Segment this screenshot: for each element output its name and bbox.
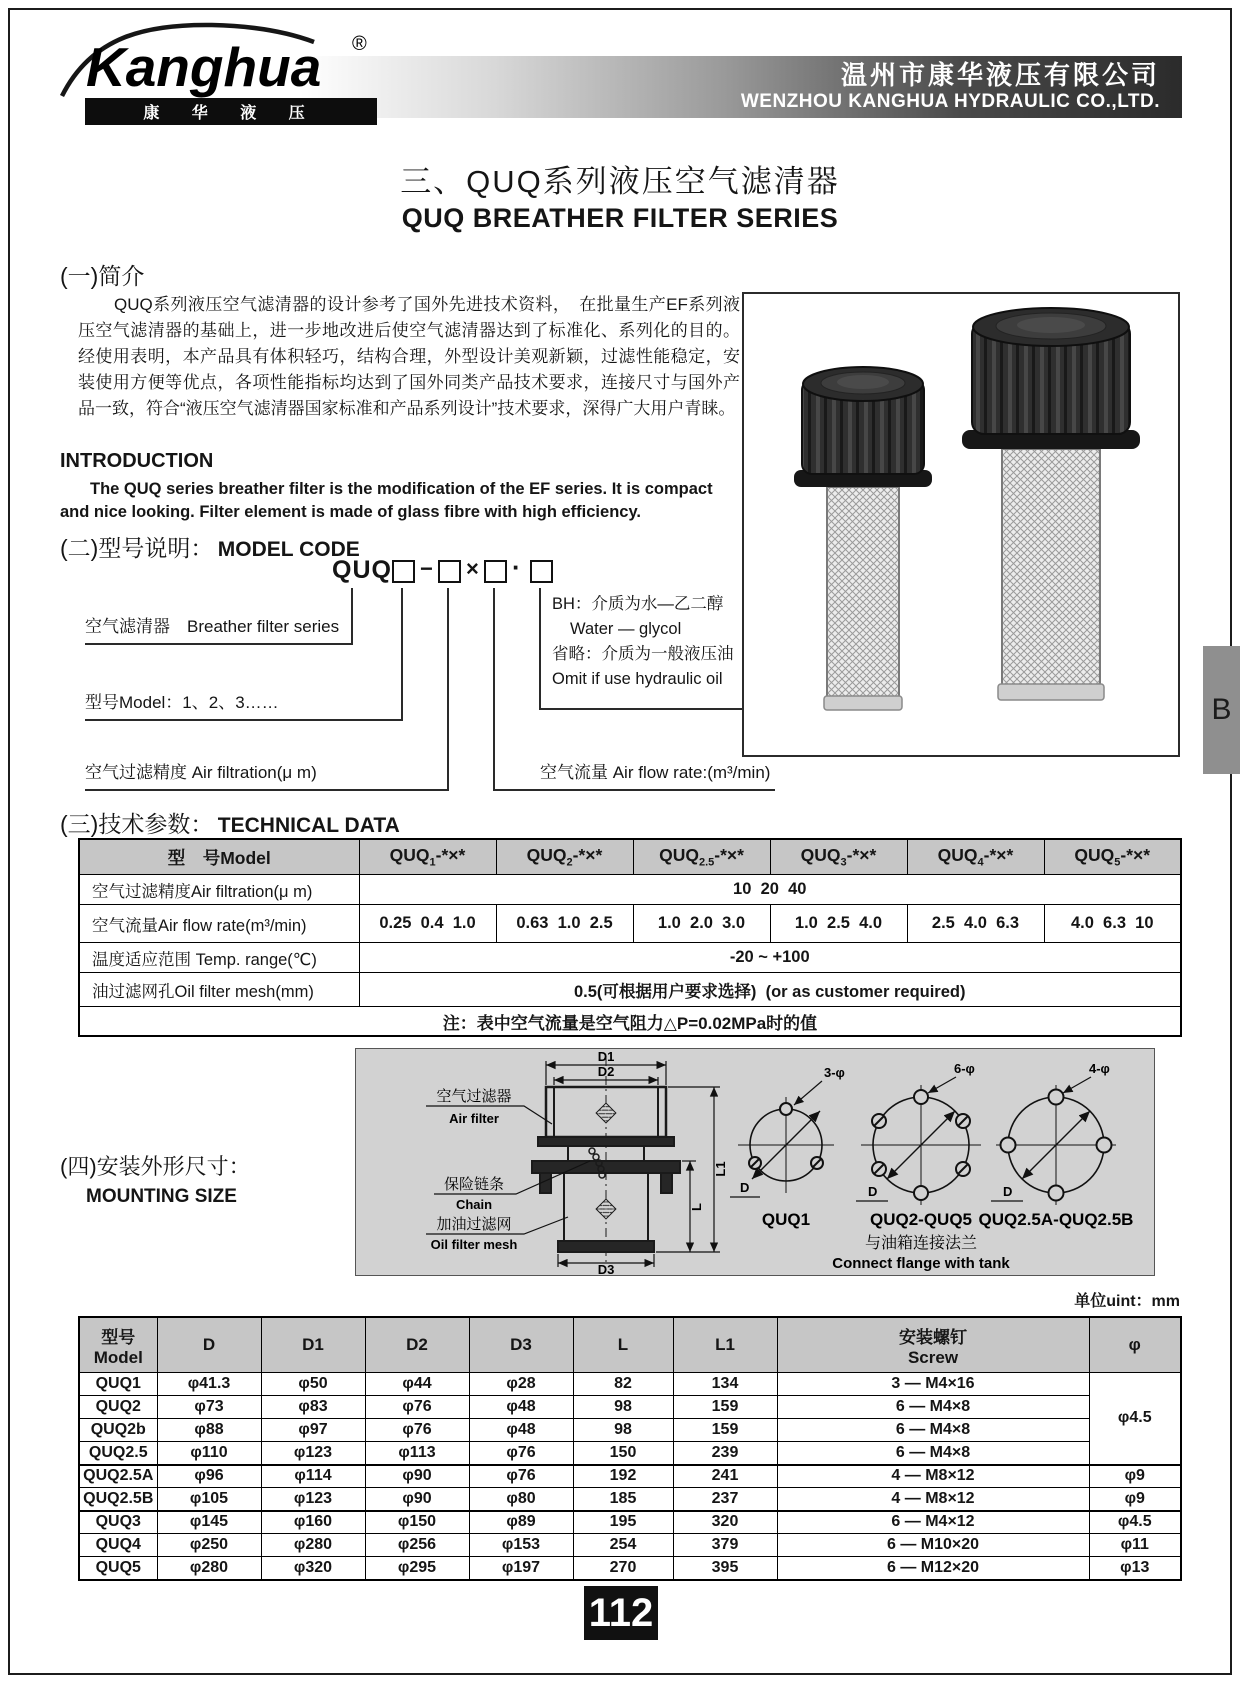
cell-d: φ250 bbox=[157, 1534, 261, 1557]
cell-phi: φ9 bbox=[1089, 1488, 1181, 1511]
flange2-subcaption-cn: 与油箱连接法兰 bbox=[864, 1235, 978, 1252]
connector-line bbox=[401, 588, 403, 721]
cell-d3: φ80 bbox=[469, 1488, 573, 1511]
tech-row-filtration bbox=[79, 875, 1181, 905]
dim-d1: D1 bbox=[597, 1049, 615, 1064]
tech-row-value: -20 ~ +100 bbox=[359, 943, 1181, 973]
tech-col-quq2-5: $QUQ_{2.5}-*\times*$ bbox=[633, 839, 770, 875]
cell-d3: φ76 bbox=[469, 1442, 573, 1465]
tech-header-model: 型 号Model bbox=[79, 839, 359, 875]
label-oil-mesh-en: Oil filter mesh bbox=[430, 1237, 518, 1252]
tech-row-value: 0.5(可根据用户要求选择) (or as customer required) bbox=[359, 973, 1181, 1007]
small-breather-filter bbox=[794, 367, 932, 710]
flange2-holes-label: 6-φ bbox=[954, 1061, 975, 1076]
cell-d2: φ113 bbox=[365, 1442, 469, 1465]
cell-d2: φ90 bbox=[365, 1465, 469, 1488]
intro-heading-en: INTRODUCTION bbox=[60, 450, 214, 472]
dims-header-row bbox=[79, 1317, 1181, 1373]
unit-note: 单位uint：mm bbox=[1074, 1293, 1180, 1310]
connector-line bbox=[493, 789, 775, 791]
cell-l1: 241 bbox=[673, 1465, 777, 1488]
intro-paragraph-en: The QUQ series breather filter is the modification of the EF series. It is compact and nice looking. Filter element is made of glass fibre with high efficiency. bbox=[60, 480, 713, 521]
cell-d3: φ153 bbox=[469, 1534, 573, 1557]
cell-d2: φ256 bbox=[365, 1534, 469, 1557]
page-title-cn: 三、QUQ系列液压空气滤清器 bbox=[400, 164, 840, 199]
cell-d2: φ295 bbox=[365, 1557, 469, 1580]
cell-l: 254 bbox=[573, 1534, 673, 1557]
tech-row-label: 温度适应范围 Temp. range(℃) bbox=[79, 943, 359, 973]
mounting-heading-en: MOUNTING SIZE bbox=[86, 1186, 237, 1207]
tech-flow-quq3: 1.0 2.5 4.0 bbox=[770, 905, 907, 943]
cell-phi-group: φ4.5 bbox=[1089, 1373, 1181, 1465]
dims-row-quq3 bbox=[79, 1511, 1181, 1534]
model-code-times: × bbox=[466, 556, 479, 581]
cell-d: φ280 bbox=[157, 1557, 261, 1580]
label-chain-cn: 保险链条 bbox=[443, 1176, 505, 1193]
tech-row-flow bbox=[79, 905, 1181, 943]
cell-screw: 6 — M10×20 bbox=[777, 1534, 1089, 1557]
tech-col-quq1: $QUQ_1-*\times*$ bbox=[359, 839, 496, 875]
cell-d3: φ48 bbox=[469, 1396, 573, 1419]
cell-l1: 134 bbox=[673, 1373, 777, 1396]
cell-model: QUQ2.5 bbox=[79, 1442, 157, 1465]
model-code-prefix: QUQ bbox=[332, 556, 392, 584]
cell-l: 98 bbox=[573, 1396, 673, 1419]
technical-data-table bbox=[78, 838, 1182, 1037]
cell-d: φ73 bbox=[157, 1396, 261, 1419]
cell-l: 82 bbox=[573, 1373, 673, 1396]
dims-row-quq2b bbox=[79, 1419, 1181, 1442]
company-name-cn: 温州市康华液压有限公司 bbox=[840, 60, 1160, 90]
cell-l: 195 bbox=[573, 1511, 673, 1534]
cell-d1: φ123 bbox=[261, 1442, 365, 1465]
intro-heading-cn: (一)简介 bbox=[60, 263, 145, 289]
label-air-filtration: 空气过滤精度 Air filtration(μ m) bbox=[85, 763, 317, 782]
large-breather-filter bbox=[962, 308, 1140, 700]
flange-diagram-quq2-quq5 bbox=[832, 1061, 1013, 1272]
registered-mark-icon: ® bbox=[352, 33, 367, 55]
label-breather-series: 空气滤清器 Breather filter series bbox=[85, 617, 340, 636]
flange2-d-label: D bbox=[868, 1184, 878, 1199]
cell-d1: φ83 bbox=[261, 1396, 365, 1419]
dims-row-quq2 bbox=[79, 1396, 1181, 1419]
label-air-flow: 空气流量 Air flow rate:(m³/min) bbox=[540, 763, 771, 782]
cell-screw: 4 — M8×12 bbox=[777, 1465, 1089, 1488]
model-code-box-4 bbox=[530, 560, 553, 583]
dims-header-phi: φ bbox=[1089, 1317, 1181, 1373]
breather-filters-photo bbox=[744, 294, 1178, 755]
flange-diagram-quq2-5a-b bbox=[979, 1061, 1134, 1229]
cell-d: φ96 bbox=[157, 1465, 261, 1488]
dims-row-quq2-5b bbox=[79, 1488, 1181, 1511]
page-number: 112 bbox=[584, 1586, 658, 1640]
cell-d3: φ76 bbox=[469, 1465, 573, 1488]
bh-line-3: 省略：介质为一般液压油 bbox=[552, 645, 734, 663]
dims-header-screw: 安装螺钉 Screw bbox=[777, 1317, 1089, 1373]
cell-model: QUQ2 bbox=[79, 1396, 157, 1419]
connector-line bbox=[85, 719, 403, 721]
connector-line bbox=[447, 588, 449, 791]
flange2-caption: QUQ2-QUQ5 bbox=[869, 1210, 973, 1229]
cell-screw: 6 — M12×20 bbox=[777, 1557, 1089, 1580]
connector-line bbox=[539, 708, 742, 710]
dims-row-quq4 bbox=[79, 1534, 1181, 1557]
bh-medium-note bbox=[552, 592, 782, 692]
connector-line bbox=[85, 789, 449, 791]
cell-model: QUQ2.5B bbox=[79, 1488, 157, 1511]
cell-d: φ110 bbox=[157, 1442, 261, 1465]
dims-row-quq5 bbox=[79, 1557, 1181, 1580]
model-code-box-2 bbox=[438, 560, 461, 583]
cell-d1: φ123 bbox=[261, 1488, 365, 1511]
dim-d3: D3 bbox=[597, 1262, 615, 1274]
cell-d3: φ28 bbox=[469, 1373, 573, 1396]
company-name-en: WENZHOU KANGHUA HYDRAULIC CO.,LTD. bbox=[740, 91, 1160, 112]
cell-l: 270 bbox=[573, 1557, 673, 1580]
cell-d1: φ114 bbox=[261, 1465, 365, 1488]
kanghua-logo bbox=[52, 20, 392, 100]
dims-row-quq1 bbox=[79, 1373, 1181, 1396]
flange1-caption: QUQ1 bbox=[761, 1210, 811, 1229]
cell-d2: φ44 bbox=[365, 1373, 469, 1396]
connector-line bbox=[493, 588, 495, 791]
cell-model: QUQ2.5A bbox=[79, 1465, 157, 1488]
cell-d2: φ76 bbox=[365, 1396, 469, 1419]
label-air-filter-cn: 空气过滤器 bbox=[436, 1088, 512, 1105]
cell-d2: φ90 bbox=[365, 1488, 469, 1511]
cell-d1: φ160 bbox=[261, 1511, 365, 1534]
cell-d: φ145 bbox=[157, 1511, 261, 1534]
cell-phi: φ9 bbox=[1089, 1465, 1181, 1488]
cell-l: 185 bbox=[573, 1488, 673, 1511]
flange1-holes-label: 3-φ bbox=[824, 1065, 845, 1080]
model-code-heading-en: MODEL CODE bbox=[217, 538, 360, 561]
tech-row-value: 10 20 40 bbox=[359, 875, 1181, 905]
cell-screw: 6 — M4×8 bbox=[777, 1419, 1089, 1442]
tech-flow-quq2: 0.63 1.0 2.5 bbox=[496, 905, 633, 943]
model-code-heading bbox=[60, 530, 360, 563]
dims-header-model: 型号 Model bbox=[79, 1317, 157, 1373]
dim-l: L bbox=[689, 1203, 704, 1211]
mounting-heading-cn: (四)安装外形尺寸： bbox=[60, 1154, 251, 1179]
dims-row-quq2-5a bbox=[79, 1465, 1181, 1488]
mounting-dimension-drawing bbox=[356, 1049, 1153, 1274]
dims-header-d: D bbox=[157, 1317, 261, 1373]
section-tab-b: B bbox=[1203, 646, 1240, 774]
cell-l: 192 bbox=[573, 1465, 673, 1488]
connector-line bbox=[85, 643, 353, 645]
tech-col-quq4: $QUQ_4-*\times*$ bbox=[907, 839, 1044, 875]
cell-l1: 239 bbox=[673, 1442, 777, 1465]
tech-flow-quq2-5: 1.0 2.0 3.0 bbox=[633, 905, 770, 943]
tech-heading-en: TECHNICAL DATA bbox=[217, 814, 400, 837]
dim-l1: L1 bbox=[713, 1161, 728, 1177]
logo-wordmark: Kanghua bbox=[86, 36, 322, 98]
tech-row-temp bbox=[79, 943, 1181, 973]
cell-l1: 159 bbox=[673, 1396, 777, 1419]
cell-d3: φ197 bbox=[469, 1557, 573, 1580]
connector-line bbox=[351, 588, 353, 645]
tech-header-row bbox=[79, 839, 1181, 875]
cell-l1: 320 bbox=[673, 1511, 777, 1534]
flange3-d-label: D bbox=[1003, 1184, 1013, 1199]
cell-screw: 3 — M4×16 bbox=[777, 1373, 1089, 1396]
model-code-dash: − bbox=[420, 556, 433, 581]
tech-heading bbox=[60, 806, 400, 839]
cell-screw: 6 — M4×8 bbox=[777, 1442, 1089, 1465]
cell-screw: 6 — M4×12 bbox=[777, 1511, 1089, 1534]
filter-section-drawing bbox=[532, 1057, 680, 1265]
model-code-dot: · bbox=[512, 552, 521, 582]
tech-flow-quq4: 2.5 4.0 6.3 bbox=[907, 905, 1044, 943]
bh-line-4: Omit if use hydraulic oil bbox=[552, 670, 723, 688]
flange1-d-label: D bbox=[740, 1180, 750, 1195]
flange2-subcaption-en: Connect flange with tank bbox=[832, 1255, 1010, 1272]
dimensions-table bbox=[78, 1316, 1182, 1581]
cell-d2: φ150 bbox=[365, 1511, 469, 1534]
cell-l1: 237 bbox=[673, 1488, 777, 1511]
cell-d1: φ320 bbox=[261, 1557, 365, 1580]
cell-model: QUQ3 bbox=[79, 1511, 157, 1534]
cell-model: QUQ2b bbox=[79, 1419, 157, 1442]
cell-d1: φ280 bbox=[261, 1534, 365, 1557]
dims-header-l1: L1 bbox=[673, 1317, 777, 1373]
dims-header-d2: D2 bbox=[365, 1317, 469, 1373]
label-model-number: 型号Model：1、2、3…… bbox=[85, 693, 279, 712]
model-code-box-3 bbox=[484, 560, 507, 583]
cell-model: QUQ1 bbox=[79, 1373, 157, 1396]
tech-col-quq2: $QUQ_2-*\times*$ bbox=[496, 839, 633, 875]
cell-screw: 6 — M4×8 bbox=[777, 1396, 1089, 1419]
cell-d: φ105 bbox=[157, 1488, 261, 1511]
cell-d: φ41.3 bbox=[157, 1373, 261, 1396]
cell-l1: 159 bbox=[673, 1419, 777, 1442]
flange3-holes-label: 4-φ bbox=[1089, 1061, 1110, 1076]
cell-l: 98 bbox=[573, 1419, 673, 1442]
page-title-en: QUQ BREATHER FILTER SERIES bbox=[401, 203, 839, 233]
tech-flow-quq5: 4.0 6.3 10 bbox=[1044, 905, 1181, 943]
cell-d3: φ48 bbox=[469, 1419, 573, 1442]
model-code-heading-cn: (二)型号说明： bbox=[60, 535, 214, 561]
bh-line-2: Water — glycol bbox=[570, 620, 682, 638]
dims-header-l: L bbox=[573, 1317, 673, 1373]
cell-phi: φ13 bbox=[1089, 1557, 1181, 1580]
cell-l: 150 bbox=[573, 1442, 673, 1465]
tech-row-label: 空气过滤精度Air filtration(μ m) bbox=[79, 875, 359, 905]
cell-model: QUQ4 bbox=[79, 1534, 157, 1557]
header-band bbox=[300, 56, 1182, 118]
model-code-box-1 bbox=[392, 560, 415, 583]
bh-line-1: BH：介质为水—乙二醇 bbox=[552, 595, 724, 613]
tech-row-label: 油过滤网孔Oil filter mesh(mm) bbox=[79, 973, 359, 1007]
label-oil-mesh-cn: 加油过滤网 bbox=[436, 1216, 512, 1233]
cell-d: φ88 bbox=[157, 1419, 261, 1442]
label-chain-en: Chain bbox=[455, 1197, 493, 1212]
cell-d1: φ97 bbox=[261, 1419, 365, 1442]
cell-phi: φ4.5 bbox=[1089, 1511, 1181, 1534]
tech-note-row bbox=[79, 1007, 1181, 1037]
cell-d2: φ76 bbox=[365, 1419, 469, 1442]
label-air-filter-en: Air filter bbox=[449, 1111, 499, 1126]
logo-subtitle-bar: 康 华 液 压 bbox=[85, 98, 377, 125]
tech-note: 注：表中空气流量是空气阻力△P=0.02MPa时的值 bbox=[79, 1007, 1181, 1037]
cell-model: QUQ5 bbox=[79, 1557, 157, 1580]
dim-d2: D2 bbox=[597, 1064, 615, 1079]
cell-screw: 4 — M8×12 bbox=[777, 1488, 1089, 1511]
cell-l1: 395 bbox=[673, 1557, 777, 1580]
mounting-drawing-panel bbox=[355, 1048, 1155, 1276]
flange3-caption: QUQ2.5A-QUQ2.5B bbox=[978, 1210, 1134, 1229]
tech-flow-quq1: 0.25 0.4 1.0 bbox=[359, 905, 496, 943]
dims-row-quq2-5 bbox=[79, 1442, 1181, 1465]
tech-row-label: 空气流量Air flow rate(m³/min) bbox=[79, 905, 359, 943]
tech-col-quq5: $QUQ_5-*\times*$ bbox=[1044, 839, 1181, 875]
flange-diagram-quq1 bbox=[730, 1065, 845, 1229]
tech-col-quq3: $QUQ_3-*\times*$ bbox=[770, 839, 907, 875]
tech-heading-cn: (三)技术参数： bbox=[60, 811, 214, 837]
cell-d3: φ89 bbox=[469, 1511, 573, 1534]
dims-header-d3: D3 bbox=[469, 1317, 573, 1373]
tech-row-mesh bbox=[79, 973, 1181, 1007]
product-photo-frame bbox=[742, 292, 1180, 757]
connector-line bbox=[539, 588, 541, 710]
dims-header-d1: D1 bbox=[261, 1317, 365, 1373]
intro-paragraph-cn: QUQ系列液压空气滤清器的设计参考了国外先进技术资料， 在批量生产EF系列液压空气滤清器的基础上，进一步地改进后使空气滤清器达到了标准化、系列化的目的。经使用表明，本产品具有体积轻巧，结构合理，外型设计美观新颖，过滤性能稳定，安装使用方便等优点，各项性能指标均达到了国外同类产品技术要求，连接尺寸与国外产品一致，符合“液压空气滤清器国家标准和产品系列设计”技术要求，深得广大用户青睐。 bbox=[78, 295, 740, 418]
cell-d1: φ50 bbox=[261, 1373, 365, 1396]
cell-phi: φ11 bbox=[1089, 1534, 1181, 1557]
cell-l1: 379 bbox=[673, 1534, 777, 1557]
